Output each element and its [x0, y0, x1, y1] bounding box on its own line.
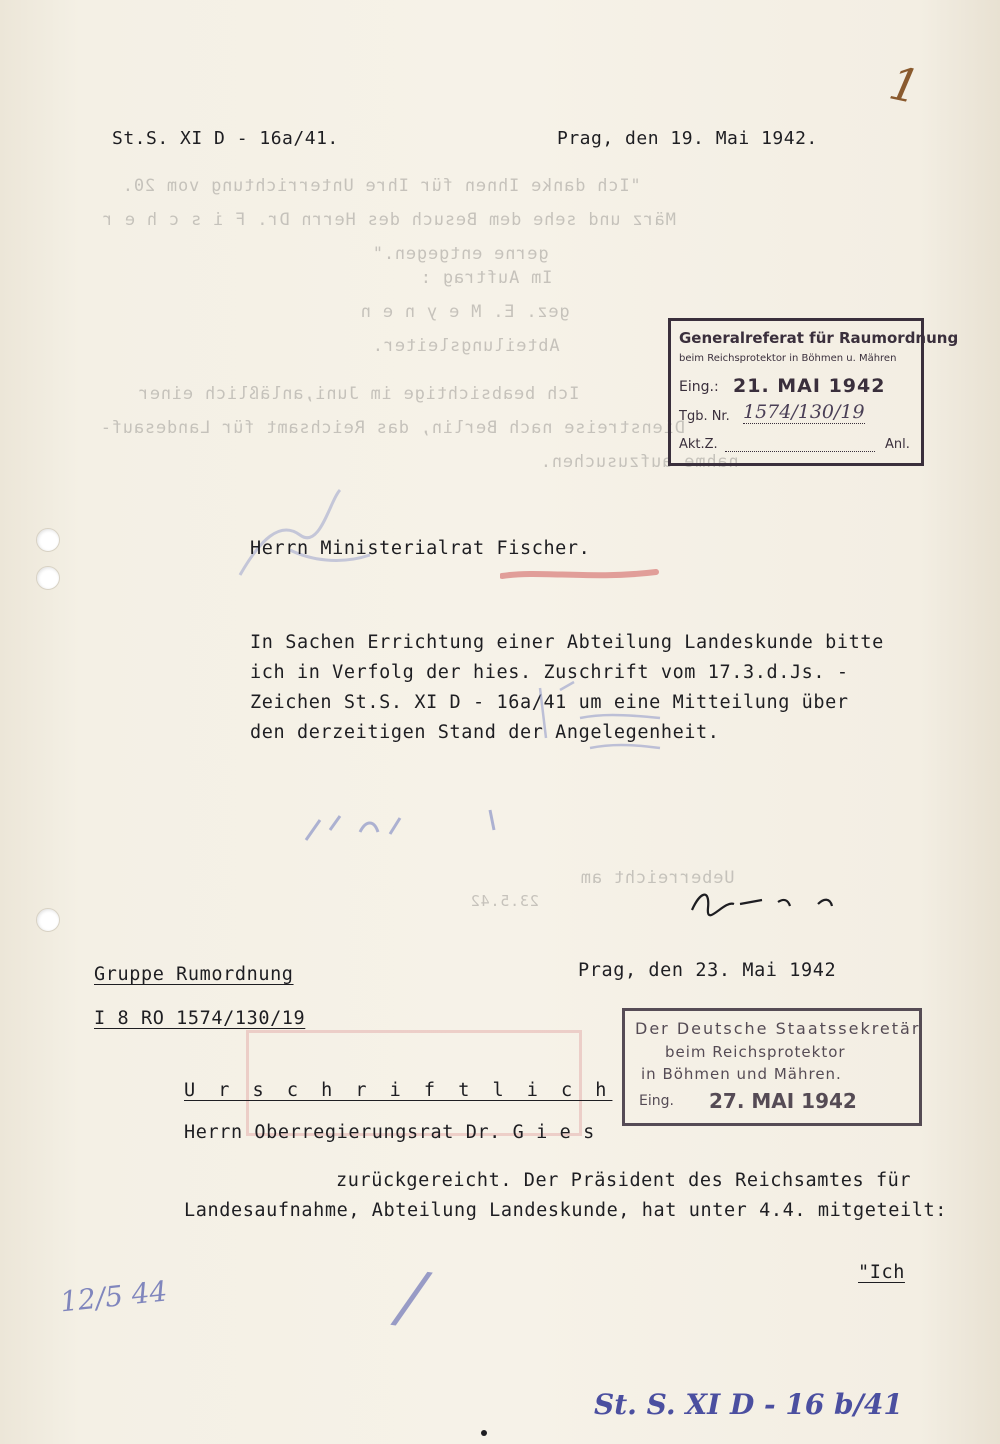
punch-hole	[36, 528, 60, 552]
stamp-eing-date: 21. MAI 1942	[733, 375, 886, 397]
body2-line: Landesaufnahme, Abteilung Landeskunde, hat unter 4.4. mitgeteilt:	[184, 1200, 947, 1221]
stamp-tgb-value: 1574/130/19	[743, 401, 865, 423]
group-heading: Gruppe Rumordnung	[94, 964, 294, 985]
place-date-2: Prag, den 23. Mai 1942	[578, 960, 837, 981]
bleed-through-line: nahme aufzusuchen.	[540, 452, 739, 472]
bleed-through-line: gerne entgegen."	[372, 244, 549, 264]
bleed-through-line: Dienstreise nach Berlin, das Reichsamt für Landesauf-	[100, 418, 685, 438]
reference-number: St.S. XI D - 16a/41.	[112, 128, 339, 149]
handwritten-date-note	[300, 800, 520, 850]
bleed-through-line: Abteilungsleiter.	[372, 336, 560, 356]
stamp2-line: Der Deutsche Staatssekretär	[635, 1019, 921, 1038]
faded-blue-stamp	[520, 668, 680, 758]
stamp-anl-label: Anl.	[885, 437, 910, 452]
ink-dot	[481, 1430, 487, 1436]
stamp-akt-line	[725, 451, 875, 452]
punch-hole	[36, 908, 60, 932]
bleed-through-line: Im Auftrag :	[420, 268, 553, 288]
received-stamp-staatssekretaer	[622, 1008, 922, 1126]
body-line: In Sachen Errichtung einer Abteilung Landeskunde bitte	[250, 632, 884, 653]
file-number: I 8 RO 1574/130/19	[94, 1008, 306, 1029]
stamp2-eing-label: Eing.	[639, 1093, 674, 1109]
punch-hole	[36, 566, 60, 590]
pencil-stroke: /	[394, 1254, 430, 1340]
bleed-through-line: März und sehe dem Besuch des Herrn Dr. F i s c h e r	[102, 210, 676, 230]
body-line: den derzeitigen Stand der Angelegenheit.	[250, 722, 720, 743]
recipient: Herrn Oberregierungsrat Dr. G i e s	[184, 1122, 595, 1143]
stamp2-line: beim Reichsprotektor	[665, 1043, 846, 1061]
bleed-through-line: Ich beabsichtige im Juni,anläßlich einer	[138, 384, 580, 404]
quote-start: "Ich	[858, 1262, 905, 1283]
stamp-tgb-label: Tgb. Nr.	[679, 409, 730, 424]
handwritten-file-reference: St. S. XI D - 16 b/41	[594, 1388, 903, 1421]
folio-number-mark: 1	[884, 55, 925, 115]
stamp-title: Generalreferat für Raumordnung	[679, 329, 959, 347]
bleed-through-line: "Ich danke Ihnen für Ihre Unterrichtung vom 20.	[122, 176, 641, 196]
body-line: ich in Verfolg der hies. Zuschrift vom 17.3.d.Js. -	[250, 662, 849, 683]
bleed-through-line: gez. E. M e y n e n	[360, 302, 570, 322]
red-pencil-underline	[500, 564, 660, 586]
stamp-akt-label: Akt.Z.	[679, 437, 718, 452]
urschriftlich-heading: U r s c h r i f t l i c h	[184, 1080, 613, 1101]
pencil-note: 12/5 44	[58, 1274, 169, 1319]
stamp2-line: in Böhmen und Mähren.	[641, 1065, 842, 1083]
faded-signature	[230, 480, 380, 590]
body2-line: zurückgereicht. Der Präsident des Reichsamtes für	[336, 1170, 912, 1191]
stamp-eing-label: Eing.:	[679, 379, 719, 395]
place-date: Prag, den 19. Mai 1942.	[557, 128, 818, 149]
stamp-subtitle: beim Reichsprotektor in Böhmen u. Mähren	[679, 353, 897, 364]
addressee: Herrn Ministerialrat Fischer.	[250, 538, 591, 559]
received-stamp-generalreferat	[668, 318, 959, 466]
bleed-through-line: 23.5.42	[470, 892, 539, 910]
body-line: Zeichen St.S. XI D - 16a/41 um eine Mitteilung über	[250, 692, 849, 713]
bleed-through-line: Ueberreicht am	[580, 868, 735, 888]
stamp2-eing-date: 27. MAI 1942	[709, 1089, 857, 1113]
black-signature	[688, 882, 858, 922]
